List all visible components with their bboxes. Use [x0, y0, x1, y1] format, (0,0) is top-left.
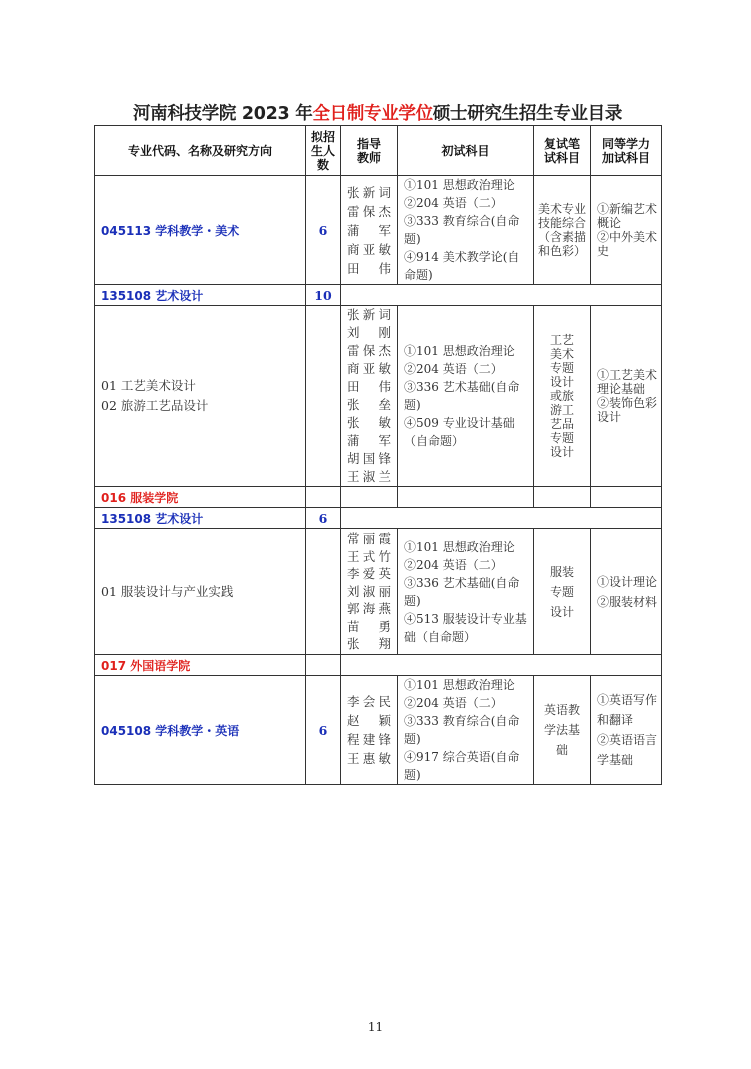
header-teachers: 指导教师	[341, 126, 398, 176]
extra-subjects: ①新编艺术概论 ②中外美术史	[591, 176, 662, 285]
major-name: 045113 学科教学・美术	[95, 176, 306, 285]
major-name: 135108 艺术设计	[95, 508, 306, 529]
header-major: 专业代码、名称及研究方向	[95, 126, 306, 176]
school-name: 016 服装学院	[95, 487, 306, 508]
exam-subjects: ①101 思想政治理论 ②204 英语（二） ③336 艺术基础(自命题) ④513 服装设计专业基础（自命题）	[398, 529, 534, 655]
table-row	[95, 306, 662, 487]
retest-subject: 服装专题设计	[534, 529, 591, 655]
section-row	[95, 508, 662, 529]
header-exam: 初试科目	[398, 126, 534, 176]
section-row	[95, 487, 662, 508]
table-row	[95, 176, 662, 285]
title-highlight: 全日制专业学位	[312, 104, 433, 124]
teachers: 张新词 刘 刚 雷保杰 商亚敏 田 伟 张 垒 张 敏 蒲 军 胡国锋 王淑兰	[341, 306, 398, 487]
quota: 6	[306, 676, 341, 785]
research-directions: 01 服装设计与产业实践	[95, 529, 306, 655]
exam-subjects: ①101 思想政治理论 ②204 英语（二） ③336 艺术基础(自命题) ④509 专业设计基础（自命题）	[398, 306, 534, 487]
section-row	[95, 655, 662, 676]
header-row	[95, 126, 662, 176]
exam-subjects: ①101 思想政治理论 ②204 英语（二） ③333 教育综合(自命题) ④917 综合英语(自命题)	[398, 676, 534, 785]
retest-subject: 英语教学法基础	[534, 676, 591, 785]
title-part-1: 河南科技学院 2023 年	[132, 104, 313, 124]
teachers: 李会民 赵 颖 程建锋 王惠敏	[341, 676, 398, 785]
major-name: 135108 艺术设计	[95, 285, 306, 306]
enrollment-catalog-table	[94, 125, 662, 785]
exam-subjects: ①101 思想政治理论 ②204 英语（二） ③333 教育综合(自命题) ④914 美术教学论(自命题)	[398, 176, 534, 285]
page-title	[94, 100, 661, 125]
section-row	[95, 285, 662, 306]
header-quota: 拟招生人数	[306, 126, 341, 176]
extra-subjects: ①设计理论 ②服装材料	[591, 529, 662, 655]
retest-subject: 工艺美术专题设计或旅游工艺品专题设计	[534, 306, 591, 487]
header-retest: 复试笔试科目	[534, 126, 591, 176]
school-name: 017 外国语学院	[95, 655, 306, 676]
teachers: 常丽霞 王式竹 李爱英 刘淑丽 郭海燕 苗 勇 张 翔	[341, 529, 398, 655]
quota: 10	[306, 285, 341, 306]
header-extra: 同等学力加试科目	[591, 126, 662, 176]
extra-subjects: ①英语写作和翻译 ②英语语言学基础	[591, 676, 662, 785]
page-number: 11	[367, 1020, 384, 1034]
quota: 6	[306, 176, 341, 285]
retest-subject: 美术专业技能综合（含素描和色彩）	[534, 176, 591, 285]
title-part-2: 硕士研究生招生专业目录	[432, 104, 623, 124]
teachers: 张新词 雷保杰 蒲 军 商亚敏 田 伟	[341, 176, 398, 285]
extra-subjects: ①工艺美术理论基础 ②装饰色彩设计	[591, 306, 662, 487]
research-directions: 01 工艺美术设计 02 旅游工艺品设计	[95, 306, 306, 487]
quota: 6	[306, 508, 341, 529]
major-name: 045108 学科教学・英语	[95, 676, 306, 785]
table-row	[95, 529, 662, 655]
table-row	[95, 676, 662, 785]
